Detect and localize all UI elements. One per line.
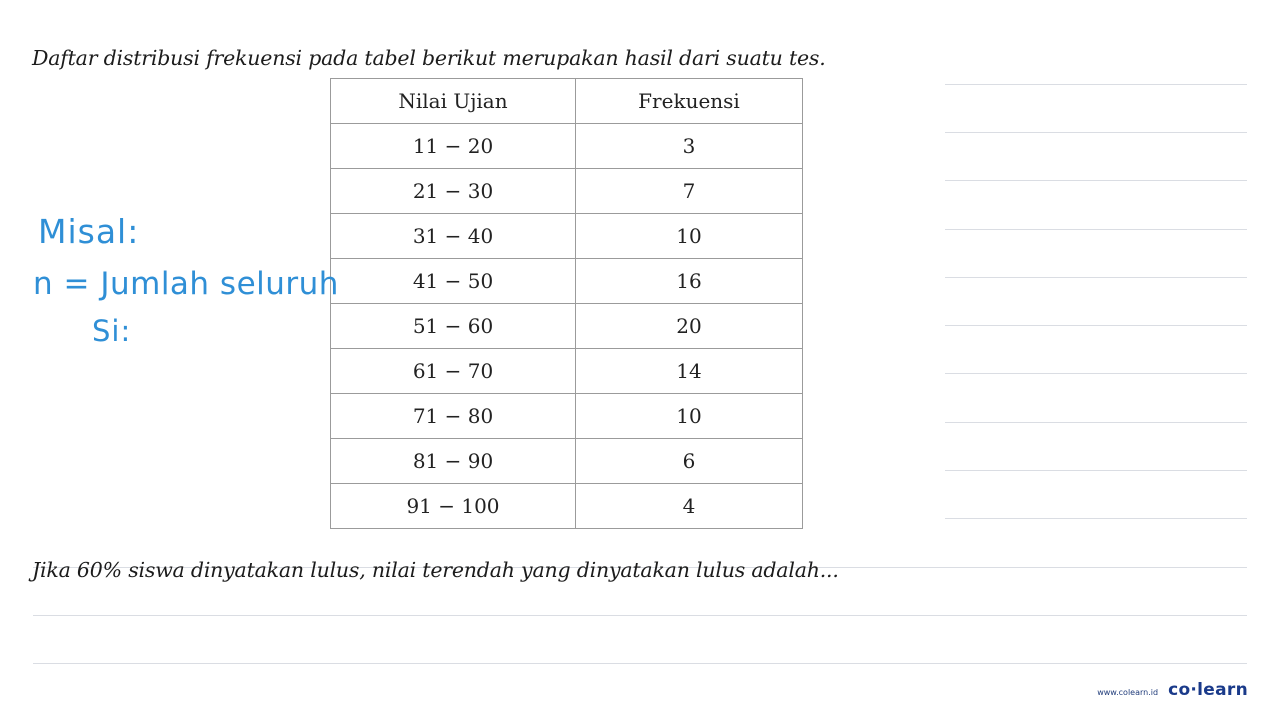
table-row (331, 484, 803, 529)
website-text: www.colearn.id (1097, 688, 1159, 697)
table-row (331, 214, 803, 259)
header-nilai-ujian: Nilai Ujian (331, 79, 576, 124)
frequency-cell: 10 (576, 214, 803, 259)
ruled-line (945, 132, 1247, 133)
handwritten-note-misal: Misal: (38, 212, 140, 251)
ruled-line (945, 229, 1247, 230)
table-header-row (331, 79, 803, 124)
range-cell: 51 − 60 (331, 304, 576, 349)
range-cell: 41 − 50 (331, 259, 576, 304)
frequency-cell: 4 (576, 484, 803, 529)
frequency-cell: 3 (576, 124, 803, 169)
table-row (331, 439, 803, 484)
range-cell: 81 − 90 (331, 439, 576, 484)
frequency-cell: 6 (576, 439, 803, 484)
brand-footer (1097, 680, 1248, 700)
question-intro: Daftar distribusi frekuensi pada tabel berikut merupakan hasil dari suatu tes. (32, 46, 826, 70)
table-row (331, 394, 803, 439)
ruled-line (945, 422, 1247, 423)
frequency-cell: 20 (576, 304, 803, 349)
frequency-cell: 14 (576, 349, 803, 394)
ruled-line (945, 325, 1247, 326)
ruled-line (945, 180, 1247, 181)
range-cell: 61 − 70 (331, 349, 576, 394)
ruled-line (945, 277, 1247, 278)
frequency-cell: 16 (576, 259, 803, 304)
handwritten-note-n-definition: n = Jumlah seluruh (33, 266, 339, 302)
frequency-cell: 7 (576, 169, 803, 214)
table-row (331, 349, 803, 394)
ruled-line (945, 84, 1247, 85)
frequency-table (330, 78, 803, 529)
ruled-line (33, 663, 1247, 664)
frequency-cell: 10 (576, 394, 803, 439)
range-cell: 11 − 20 (331, 124, 576, 169)
ruled-line (945, 373, 1247, 374)
header-frekuensi: Frekuensi (576, 79, 803, 124)
colearn-logo: co·learn (1168, 680, 1248, 700)
table-row (331, 169, 803, 214)
question-prompt: Jika 60% siswa dinyatakan lulus, nilai terendah yang dinyatakan lulus adalah... (32, 558, 839, 582)
range-cell: 71 − 80 (331, 394, 576, 439)
ruled-line (33, 615, 1247, 616)
table-row (331, 304, 803, 349)
ruled-line (945, 470, 1247, 471)
handwritten-note-si: Si: (92, 314, 132, 348)
range-cell: 31 − 40 (331, 214, 576, 259)
range-cell: 21 − 30 (331, 169, 576, 214)
range-cell: 91 − 100 (331, 484, 576, 529)
table-row (331, 259, 803, 304)
ruled-line (945, 518, 1247, 519)
table-row (331, 124, 803, 169)
